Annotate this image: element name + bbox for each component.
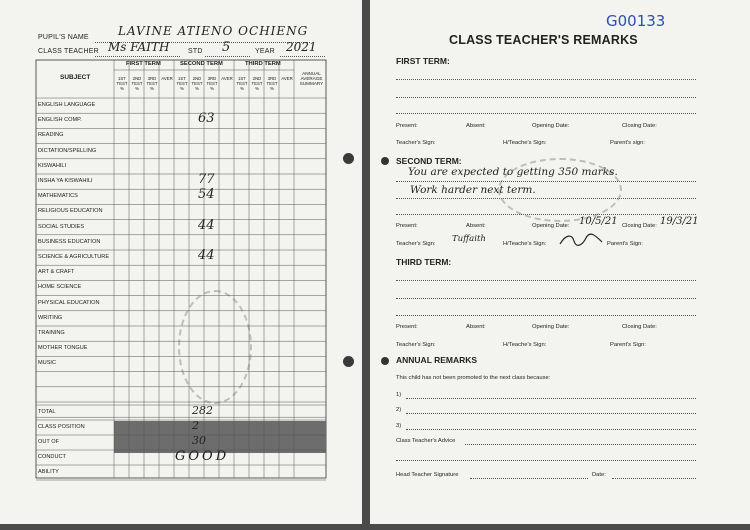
subject-name: BUSINESS EDUCATION <box>38 238 101 245</box>
class-teacher-value: Ms FAITH <box>108 40 170 54</box>
subject-score: 44 <box>198 248 215 263</box>
punch-hole <box>343 153 354 164</box>
subject-name: ENGLISH LANGUAGE <box>38 102 96 108</box>
subject-name: TRAINING <box>38 330 65 336</box>
remarks-title: CLASS TEACHER'S REMARKS <box>449 33 638 47</box>
second-present-label: Present: <box>396 223 418 229</box>
report-card-left-page <box>0 0 362 524</box>
punch-hole <box>343 356 354 367</box>
second-ht-sign-label: H/Teache's Sign: <box>503 241 547 247</box>
second-parent-sign-label: Parent's Sign: <box>607 241 643 247</box>
reason-1-label: 1) <box>396 392 402 398</box>
second-remark-line2: Work harder next term. <box>410 184 536 196</box>
second-opening-value: 10/5/21 <box>579 216 618 227</box>
sub-header: AVER <box>221 76 233 81</box>
third-teacher-sign-label: Teacher's Sign: <box>396 342 436 348</box>
first-absent-label: Absent: <box>466 123 486 129</box>
third-parent-sign-label: Parent's Sign: <box>610 342 646 348</box>
first-teacher-sign-label: Teacher's Sign: <box>396 140 436 146</box>
sub-header: 3RD TEST % <box>146 76 158 91</box>
summary-label: TOTAL <box>38 409 56 415</box>
head-teacher-signature-label: Head Teacher Signature <box>396 472 459 478</box>
sub-header: 2ND TEST % <box>251 76 263 91</box>
stamp-mark <box>178 290 252 404</box>
sub-header: 3RD TEST % <box>266 76 278 91</box>
subject-name: KISWAHILI <box>38 162 67 169</box>
sub-header: 3RD TEST % <box>206 76 218 91</box>
annual-remarks-heading: ANNUAL REMARKS <box>396 355 478 365</box>
subject-name: RELIGIOUS EDUCATION <box>38 208 103 215</box>
subject-name: SOCIAL STUDIES <box>38 223 85 230</box>
sub-header: 1ST TEST % <box>176 76 188 91</box>
second-term-heading: SECOND TERM: <box>396 156 462 166</box>
third-absent-label: Absent: <box>466 324 486 330</box>
sub-header: 1ST TEST % <box>116 76 128 91</box>
subject-score: 63 <box>198 111 215 127</box>
summary-label: OUT OF <box>38 439 60 445</box>
sub-header: 2ND TEST % <box>191 76 203 91</box>
subject-name: MUSIC <box>38 360 57 367</box>
third-closing-label: Closing Date: <box>622 324 657 330</box>
first-term-header: FIRST TERM <box>126 61 161 67</box>
third-term-heading: THIRD TERM: <box>396 257 452 267</box>
first-opening-label: Opening Date: <box>532 123 570 129</box>
annual-summary-header: ANNUAL AVERAGE SUMMARY <box>299 71 324 86</box>
subject-name: INSHA YA KISWAHILI <box>38 178 93 184</box>
summary-label: ABILITY <box>38 469 59 475</box>
first-parent-sign-label: Parent's sign: <box>610 140 645 146</box>
subject-name: READING <box>38 132 64 139</box>
second-opening-label: Opening Date: <box>532 223 570 229</box>
class-teacher-label: CLASS TEACHER <box>38 48 99 55</box>
summary-label: CONDUCT <box>38 454 66 460</box>
subject-name: PHYSICAL EDUCATION <box>38 299 100 306</box>
teacher-signature: Tuffaith <box>452 234 486 244</box>
first-term-heading: FIRST TERM: <box>396 56 450 66</box>
subject-name: DICTATION/SPELLING <box>38 147 97 154</box>
promotion-text: This child has not been promoted to the next class because: <box>396 375 551 381</box>
year-value: 2021 <box>286 40 317 54</box>
subject-name: SCIENCE & AGRICULTURE <box>38 254 110 260</box>
subject-name: ART & CRAFT <box>38 269 75 276</box>
subject-name: MOTHER TONGUE <box>38 345 88 352</box>
sub-header: 1ST TEST % <box>236 76 248 91</box>
sub-header: 2ND TEST % <box>131 76 143 91</box>
subject-score: 54 <box>198 187 215 203</box>
std-label: STD <box>188 48 203 55</box>
bullet-icon <box>381 157 389 165</box>
third-ht-sign-label: H/Teache's Sign: <box>503 342 547 348</box>
second-term-header: SECOND TERM <box>180 61 223 67</box>
third-opening-label: Opening Date: <box>532 324 570 330</box>
first-ht-sign-label: H/Teache's Sign: <box>503 140 547 146</box>
summary-label: CLASS POSITION <box>38 424 85 430</box>
head-teacher-signature <box>558 232 604 248</box>
pupil-name-value: LAVINE ATIENO OCHIENG <box>118 24 309 38</box>
document-number: G00133 <box>606 12 666 30</box>
reason-3-label: 3) <box>396 423 402 429</box>
class-teacher-advice-label: Class Teacher's Advice <box>396 438 456 444</box>
subject-name: MATHEMATICS <box>38 193 78 200</box>
pupil-name-label: PUPIL'S NAME <box>38 34 89 41</box>
std-value: 5 <box>222 40 231 55</box>
reason-2-label: 2) <box>396 407 402 413</box>
second-remark-line1: You are expected to getting 350 marks. <box>408 166 618 178</box>
subject-header: SUBJECT <box>60 74 91 81</box>
second-closing-value: 19/3/21 <box>660 216 699 227</box>
subject-name: ENGLISH COMP. <box>38 117 82 124</box>
subject-score: 44 <box>198 217 215 233</box>
bullet-icon <box>381 357 389 365</box>
second-teacher-sign-label: Teacher's Sign: <box>396 241 436 247</box>
year-label: YEAR <box>255 48 275 55</box>
third-present-label: Present: <box>396 324 418 330</box>
summary-value: 282 <box>192 404 213 417</box>
subject-score: 77 <box>198 172 215 187</box>
first-closing-label: Closing Date: <box>622 123 657 129</box>
subject-name: HOME SCIENCE <box>38 284 82 291</box>
third-term-header: THIRD TERM <box>245 61 281 67</box>
date-label: Date: <box>592 472 606 478</box>
first-present-label: Present: <box>396 123 418 129</box>
sub-header: AVER <box>161 76 173 81</box>
second-absent-label: Absent: <box>466 223 486 229</box>
subject-name: WRITING <box>38 314 63 321</box>
summary-value: 2 <box>192 419 199 432</box>
second-closing-label: Closing Date: <box>622 223 657 229</box>
sub-header: AVER <box>281 76 293 81</box>
summary-value: 30 <box>192 434 206 447</box>
summary-value: GOOD <box>175 449 230 464</box>
